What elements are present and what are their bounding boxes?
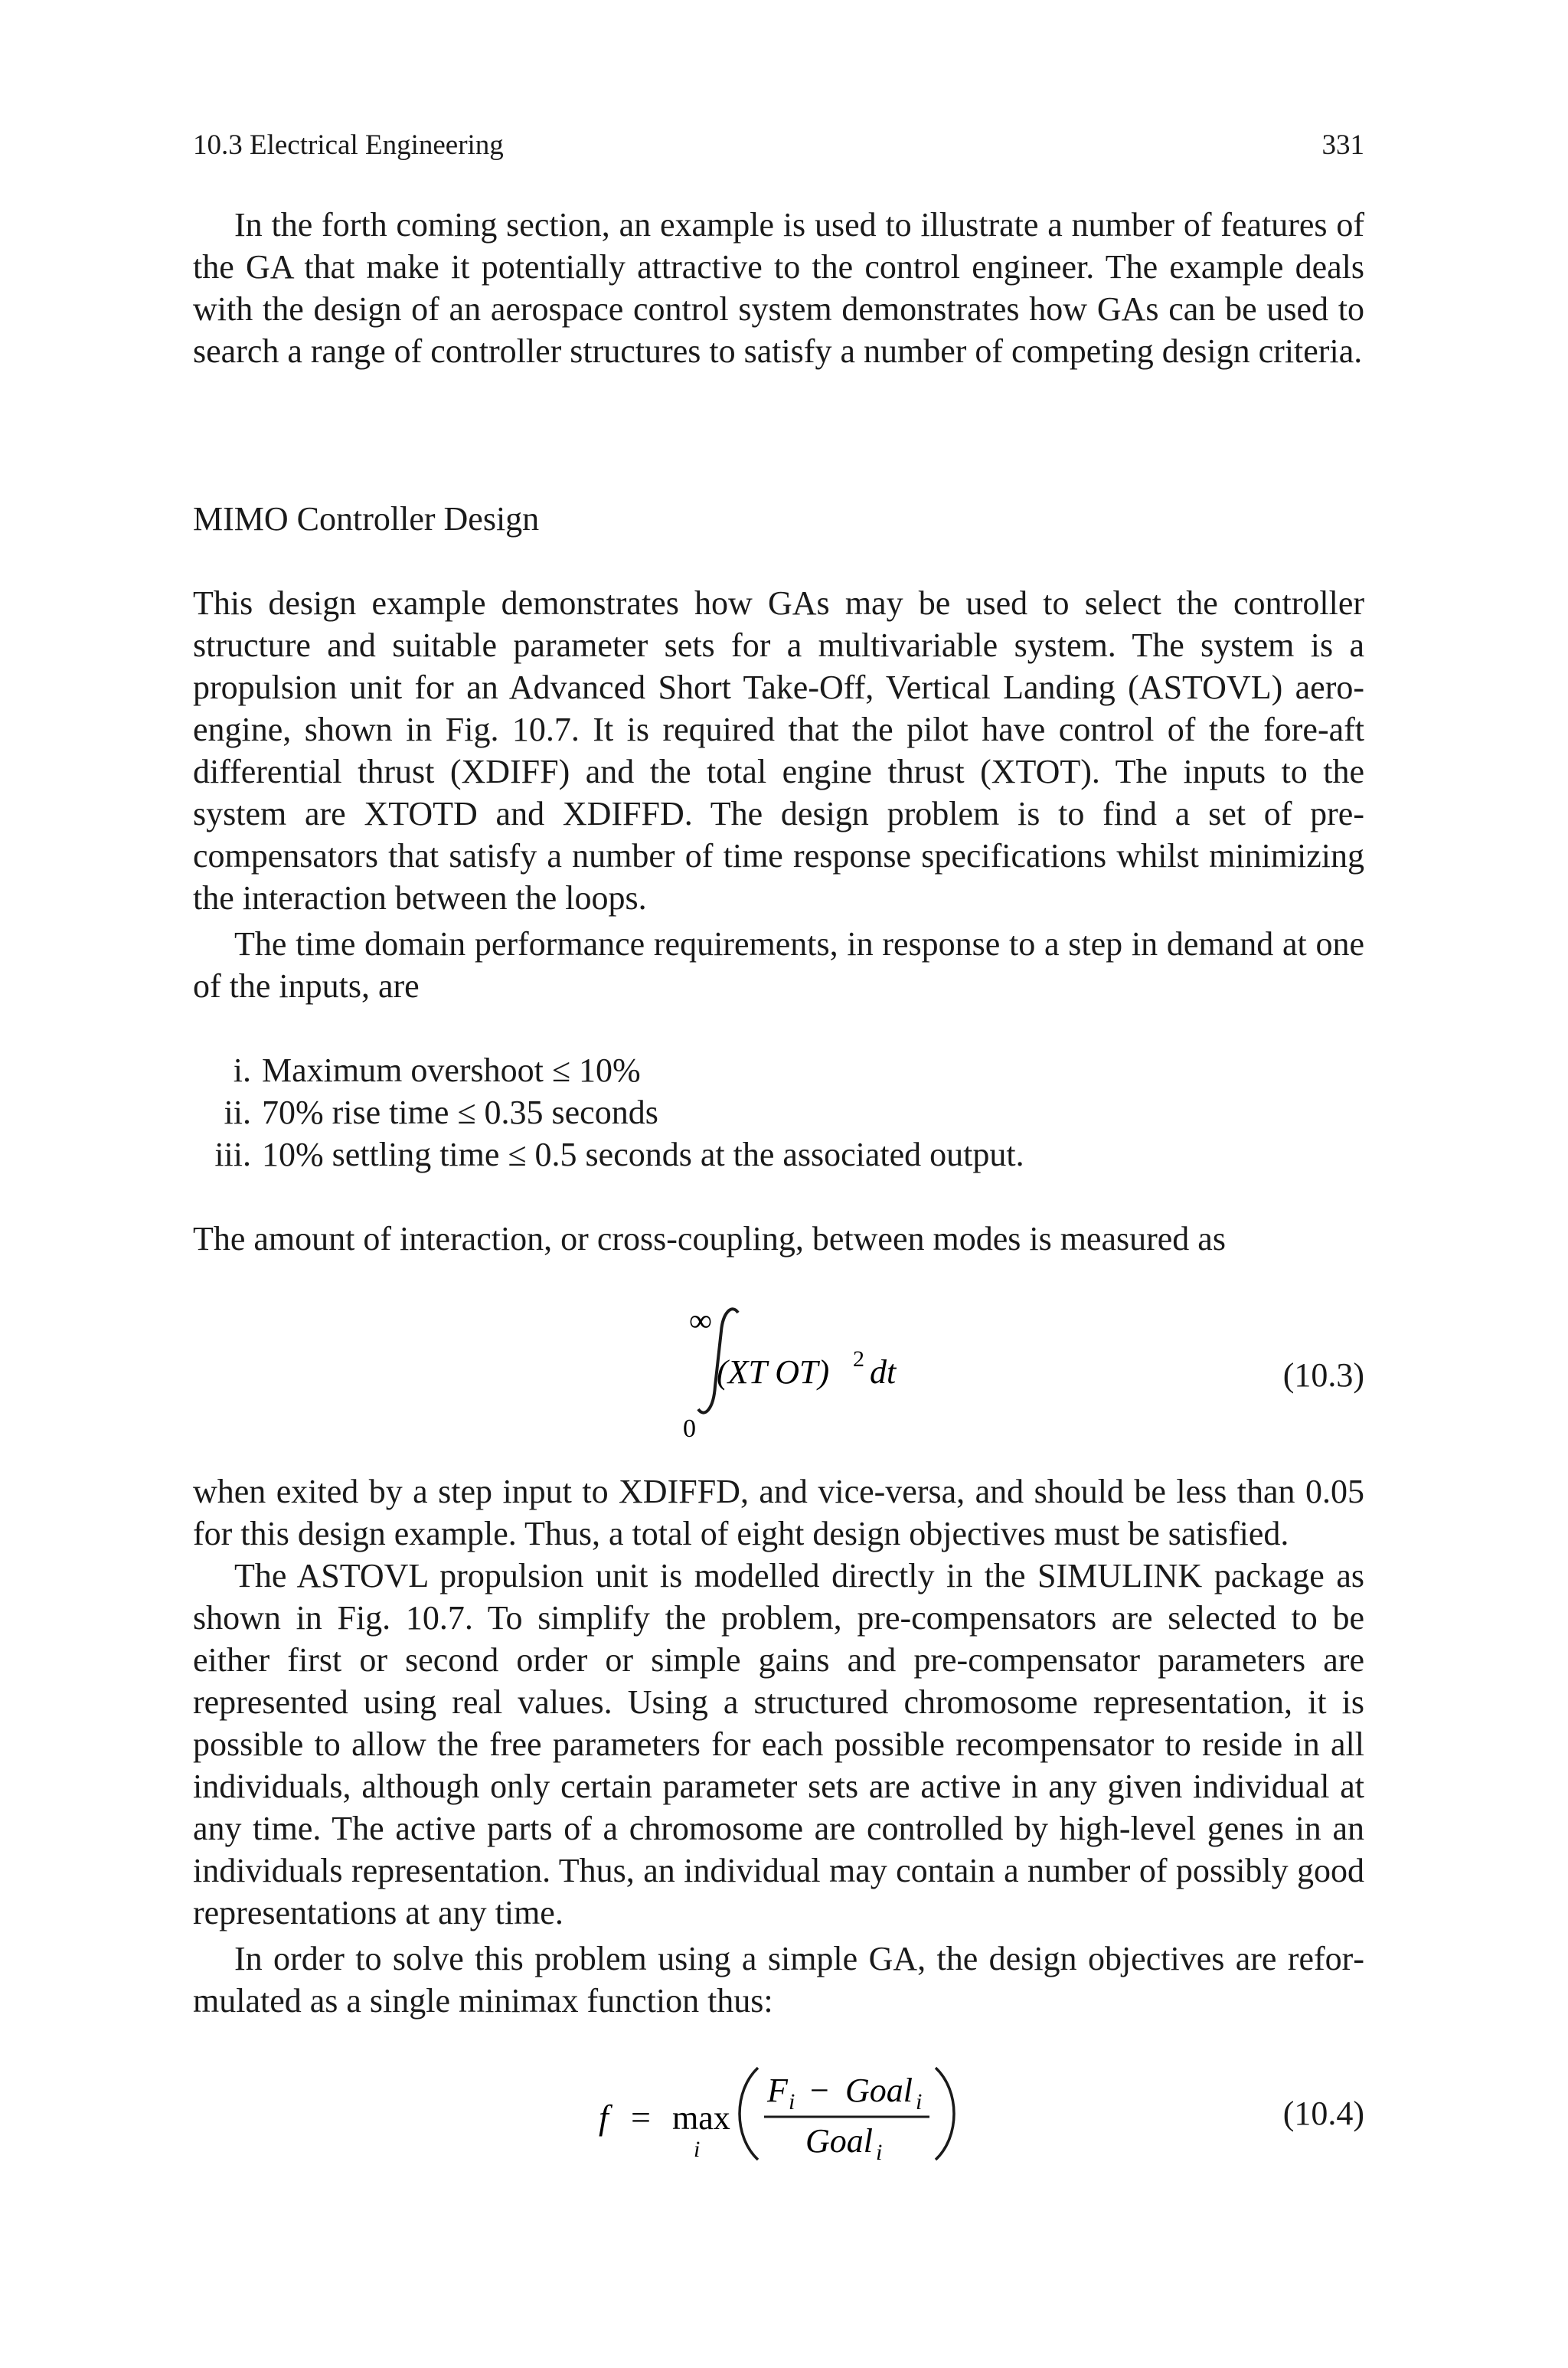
- page-number: 331: [1321, 129, 1364, 161]
- numerator-f: F: [767, 2072, 788, 2109]
- equation-10-3: [193, 1294, 1364, 1447]
- denominator-goal: Goal: [805, 2122, 873, 2160]
- equation-number: (10.3): [1282, 1356, 1364, 1394]
- list-item-text: Maximum overshoot ≤ 10%: [262, 1052, 641, 1089]
- integrand: (XT OT): [717, 1353, 830, 1391]
- equation-number: (10.4): [1282, 2095, 1364, 2132]
- numerator-goal: Goal: [845, 2072, 913, 2109]
- integral-upper-limit: ∞: [689, 1303, 712, 1339]
- section-title: 10.3 Electrical Engineering: [193, 129, 504, 161]
- section-subheading: MIMO Controller Design: [193, 500, 540, 538]
- function-symbol: f: [599, 2098, 609, 2137]
- list-item: [193, 1049, 1364, 1091]
- minimax-formula: [193, 2052, 1364, 2167]
- paragraph-minimax: In order to solve this problem using a simple GA, the design objectives are reformulated as a single minimax function thus:: [193, 1940, 1364, 2020]
- integrand-exponent: 2: [853, 1346, 864, 1372]
- paragraph-intro: In the forth coming section, an example is used to illustrate a number of features of the GA that make it potentially attractive to the control engineer. The example deals with the design of an aerospace control system demonstrates how GAs can be used to search a range of controller structures to satisfy a number of competing design criteria.: [193, 206, 1364, 370]
- list-item-number: ii.: [224, 1094, 251, 1131]
- paragraph-design-example: This design example demonstrates how GAs may be used to select the controller structure and suitable parameter sets for a multivariable system. The system is a propulsion unit for an Advanced Short Take-Off, Vertical Landing (ASTOVL) aero-engine, shown in Fig. 10.7. It is required that the pilot have control of the fore-aft differential thrust (XDIFF) and the total engine thrust (XTOT). The inputs to the system are XTOTD and XDIFFD. The design problem is to find a set of pre-compensators that satisfy a number of time response specifications whilst minimizing the interaction between the loops.: [193, 584, 1364, 917]
- equals-sign: =: [631, 2098, 651, 2137]
- list-item-number: iii.: [214, 1136, 251, 1173]
- integral-formula: [193, 1294, 1364, 1447]
- minus-sign: −: [810, 2072, 829, 2109]
- paragraph-cross-coupling: The amount of interaction, or cross-coupling, between modes is measured as: [193, 1220, 1226, 1258]
- max-subscript: i: [694, 2137, 701, 2162]
- numerator-goal-sub: i: [916, 2089, 923, 2115]
- list-item: [193, 1133, 1364, 1176]
- running-header: [193, 127, 1364, 164]
- paragraph-simulink: The ASTOVL propulsion unit is modelled directly in the SIMULINK package as shown in Fig. 10.7. To simplify the problem, pre-compensators are selected to be either first or second order or simple gains and pre-compensator parameters are represented using real values. Using a structured chromosome representation, it is possible to allow the free parameters for each possible recompensator to reside in all individuals, although only certain parameter sets are active in any given individual at any time. The active parts of a chromosome are controlled by high-level genes in an individuals representation. Thus, an individual may contain a number of possibly good representations at any time.: [193, 1557, 1364, 1931]
- integral-differential: dt: [870, 1353, 897, 1391]
- requirements-list: [193, 1049, 1364, 1176]
- list-item: [193, 1091, 1364, 1133]
- paragraph-requirements-intro: The time domain performance requirements, in response to a step in demand at one of the inputs, are: [193, 925, 1364, 1005]
- list-item-number: i.: [233, 1052, 251, 1089]
- equation-10-4: [193, 2052, 1364, 2167]
- list-item-text: 10% settling time ≤ 0.5 seconds at the associated output.: [262, 1136, 1024, 1173]
- list-item-text: 70% rise time ≤ 0.35 seconds: [262, 1094, 658, 1131]
- paragraph-objectives: when exited by a step input to XDIFFD, and vice-versa, and should be less than 0.05 for this design example. Thus, a total of eight design objectives must be satisfied.: [193, 1473, 1364, 1552]
- denominator-goal-sub: i: [876, 2140, 883, 2165]
- integral-lower-limit: 0: [683, 1415, 696, 1443]
- numerator-f-sub: i: [789, 2089, 795, 2115]
- right-paren: [936, 2068, 954, 2160]
- max-operator: max: [672, 2099, 730, 2137]
- left-paren: [740, 2068, 758, 2160]
